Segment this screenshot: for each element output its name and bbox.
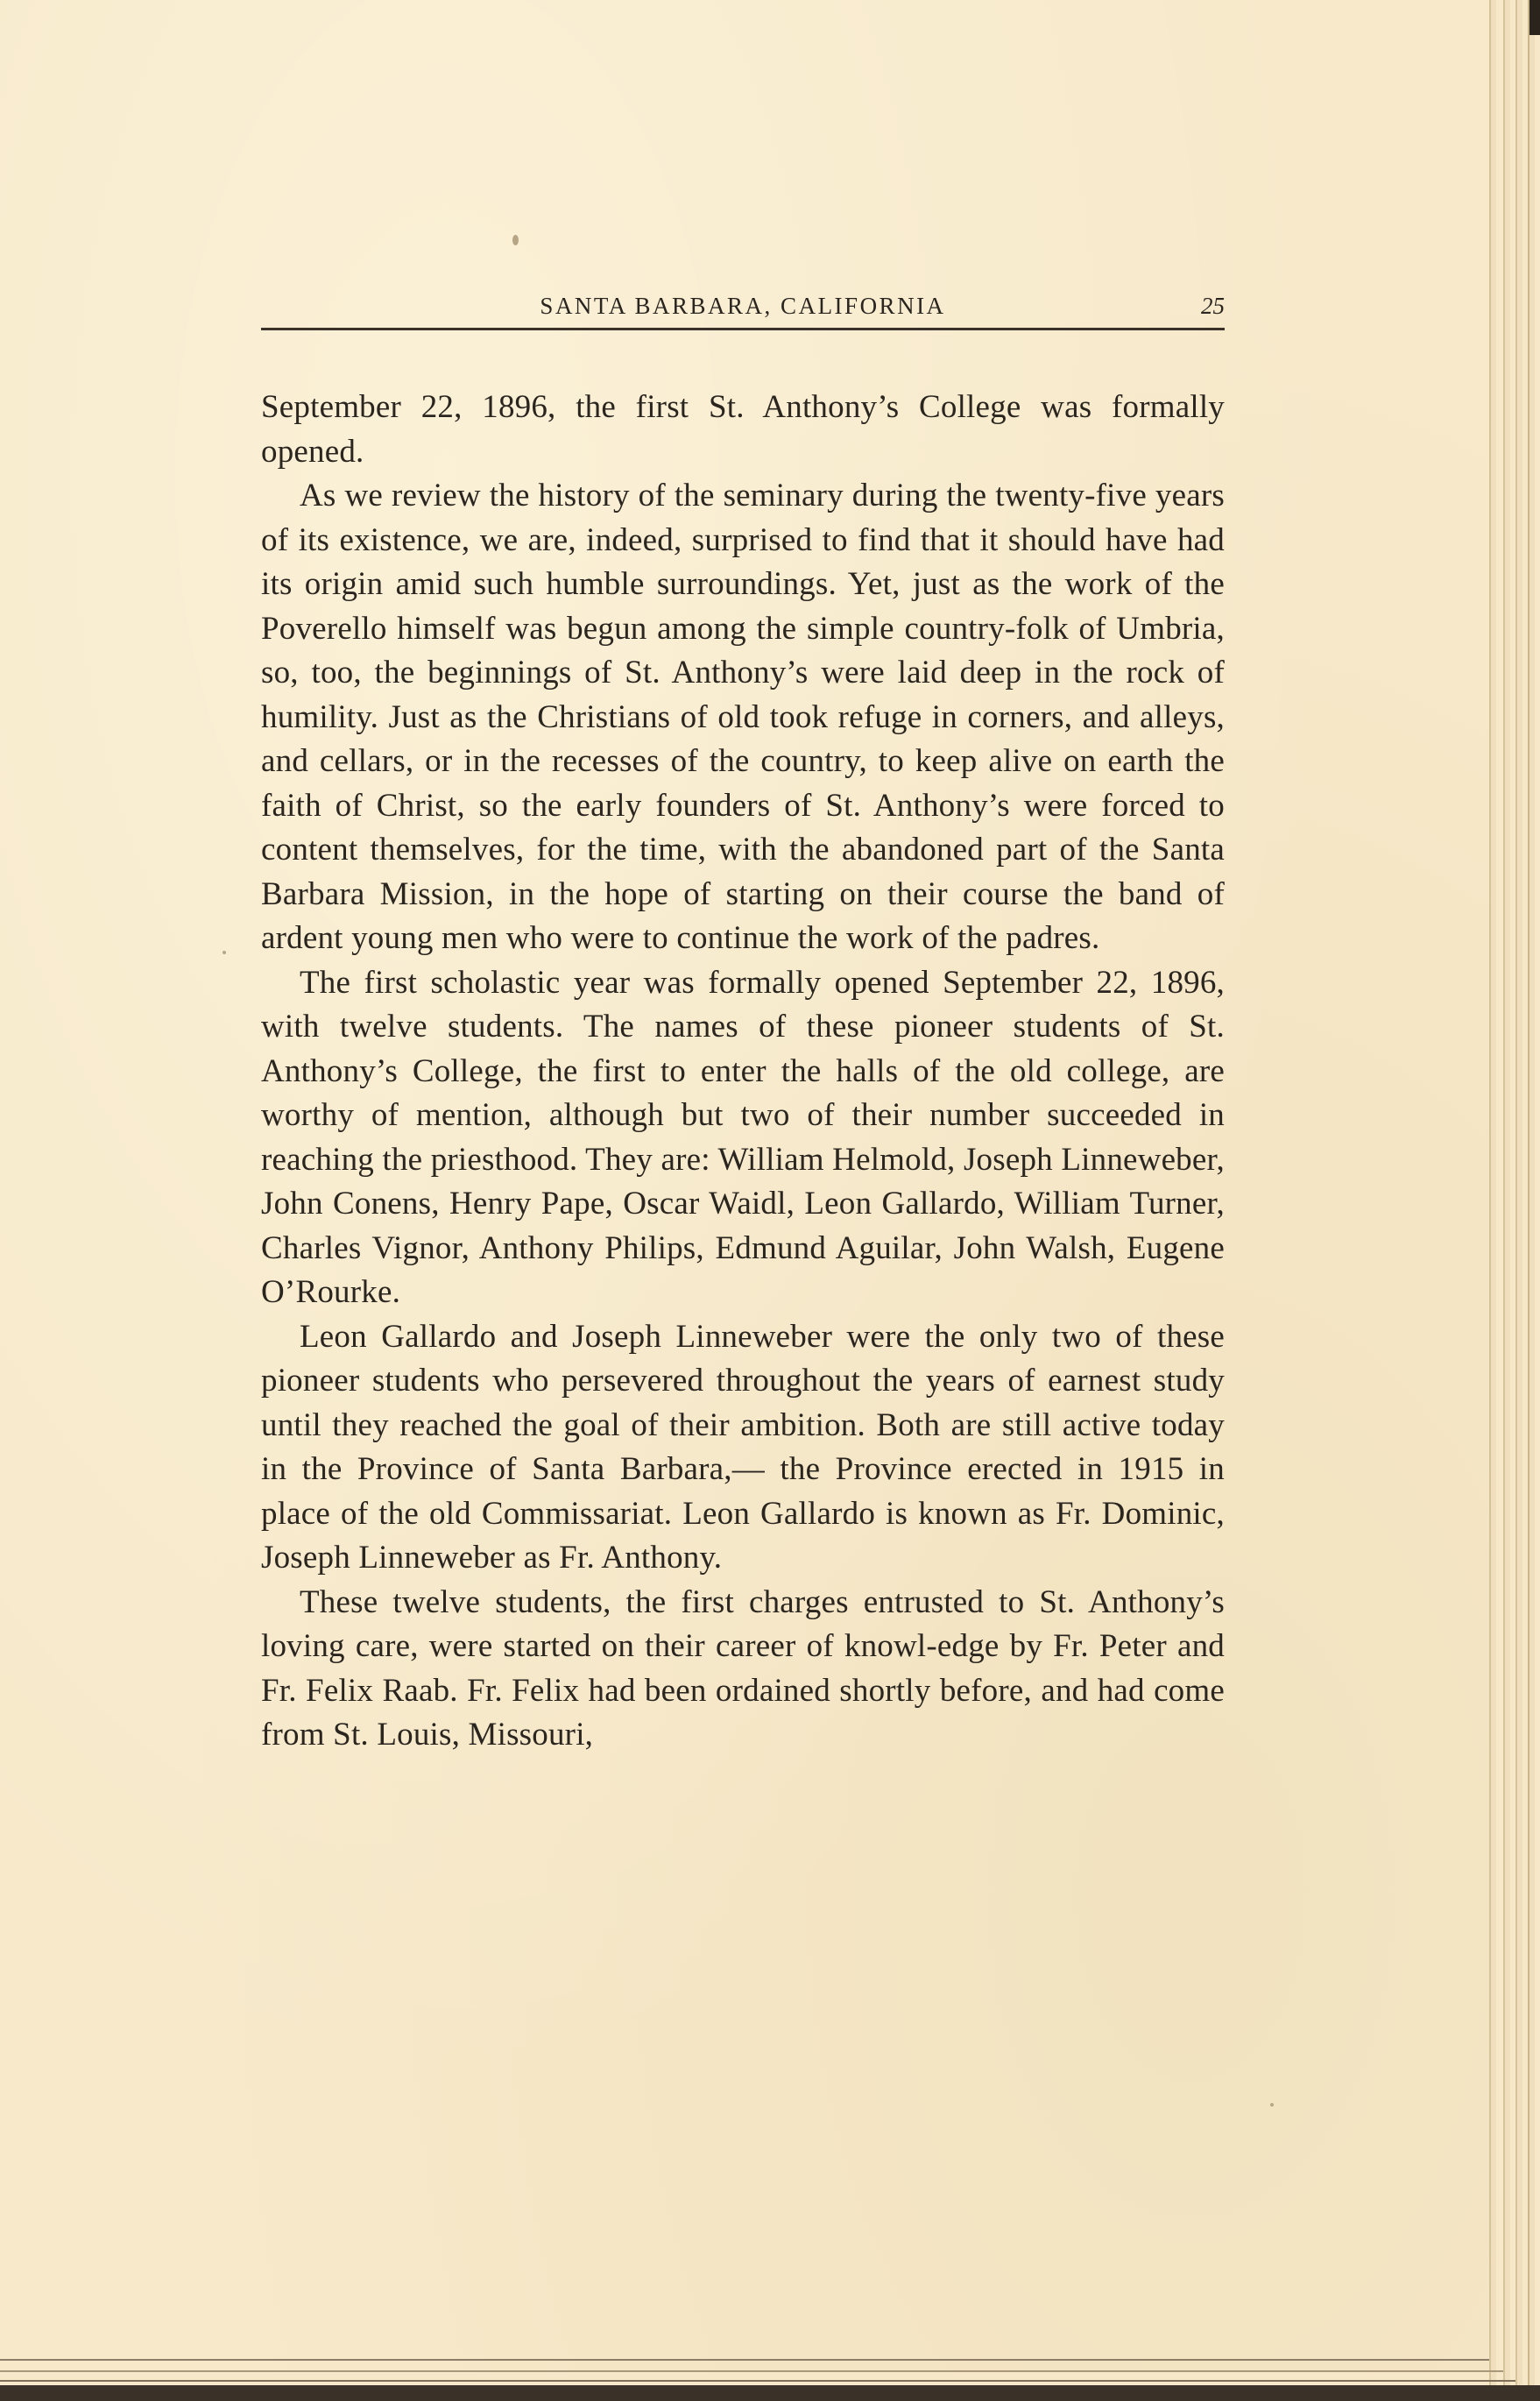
paper-speck [223,951,226,954]
page-edge [1503,0,1510,2392]
page-edge [1528,0,1535,2392]
page-edge-bottom [0,2370,1503,2372]
body-text [261,386,1225,1758]
paragraph: Leon Gallardo and Joseph Linneweber were the only two of these pioneer students who persevered throughout the years of earnest study until they reached the goal of their ambition. Both are still active today in the Province of Santa Barbara,— the Province erected in 1915 in place of the old Commissariat. Leon Gallardo is known as Fr. Dominic, Joseph Linneweber as Fr. Anthony. [261,1318,1225,1576]
paragraph: September 22, 1896, the first St. Anthony’s College was formally opened. [261,389,1225,470]
paragraph: As we review the history of the seminary during the twenty-five years of its existence, we are, indeed, surprised to find that it should have had its origin amid such humble surroundings. Yet, just as the work of the Poverello himself was begun among the simple country-folk of Umbria, so, too, the beginnings of St. Anthony’s were laid deep in the rock of humility. Just as the Christians of old took refuge in corners, and alleys, and cellars, or in the recesses of the country, to keep alive on earth the faith of Christ, so the early founders of St. Anthony’s were forced to content themselves, for the time, with the abandoned part of the Santa Barbara Mission, in the hope of starting on their course the band of ardent young men who were to continue the work of the padres. [261,478,1225,956]
page-edge-bottom [0,2359,1489,2361]
scan-border-bottom [0,2385,1540,2401]
scan-border [1529,0,1540,35]
page-edge-bottom [0,2380,1515,2382]
running-head [261,287,1225,331]
page-edge [1489,0,1496,2392]
paragraph: These twelve students, the first charges entrusted to St. Anthony’s loving care, were started on their career of knowl-edge by Fr. Peter and Fr. Felix Raab. Fr. Felix had been ordained shortly before, and had come from St. Louis, Missouri, [261,1583,1225,1753]
paper-speck [1270,2103,1274,2107]
header-rule [261,328,1225,330]
page-number: 25 [1201,293,1225,319]
paper-speck [512,235,519,245]
running-head-title: SANTA BARBARA, CALIFORNIA [540,293,946,319]
page-edge [1515,0,1522,2392]
paragraph: The first scholastic year was formally opened September 22, 1896, with twelve students. The names of these pioneer students of St. Anthony’s College, the first to enter the halls of the old college, are worthy of mention, although but two of their number succeeded in reaching the priesthood. They are: William Helmold, Joseph Linneweber, John Conens, Henry Pape, Oscar Waidl, Leon Gallardo, William Turner, Charles Vignor, Anthony Philips, Edmund Aguilar, John Walsh, Eugene O’Rourke. [261,964,1225,1310]
